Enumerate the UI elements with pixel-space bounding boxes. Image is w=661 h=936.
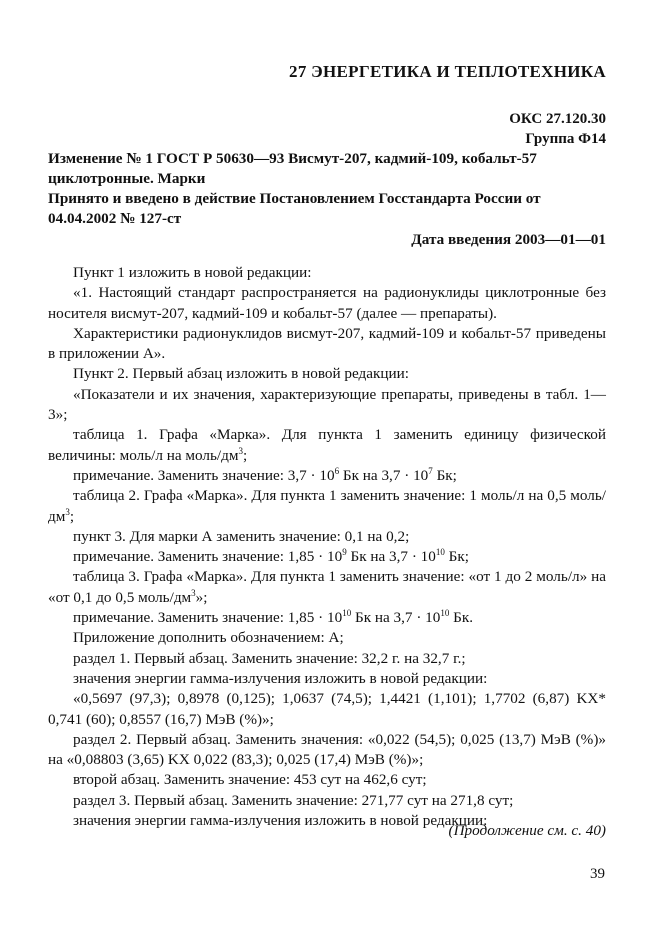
paragraph (48, 466, 606, 486)
paragraph: Пункт 2. Первый абзац изложить в новой редакции: (73, 365, 409, 383)
text-run: примечание. Заменить значение: 3,7 · 10 (73, 466, 335, 484)
superscript: 3 (65, 506, 70, 517)
paragraph (48, 608, 606, 628)
change-title-line: Изменение № 1 ГОСТ Р 50630—93 Висмут-207, кадмий-109, кобальт-57 (48, 150, 537, 167)
text-run: »; (195, 588, 208, 606)
paragraph: значения энергии гамма-излучения изложить в новой редакции: (73, 669, 488, 687)
oks-code: ОКС 27.120.30 (509, 111, 606, 127)
paragraph: раздел 2. Первый абзац. Заменить значения: «0,022 (54,5); 0,025 (13,7) МэВ (%)» на «0,08803 (3,65) KX 0,022 (83,3); 0,025 (17,4) МэВ (%)»; (48, 730, 606, 769)
superscript: 9 (342, 547, 347, 558)
text-run: Бк. (449, 609, 474, 627)
paragraph: значения энергии гамма-излучения изложить в новой редакции: (73, 812, 488, 830)
text-run: Бк на 3,7 · 10 (346, 548, 436, 566)
text-run: Бк; (444, 548, 469, 566)
introduction-date: Дата введения 2003—01—01 (411, 231, 606, 248)
paragraph: Приложение дополнить обозначением: А; (73, 629, 344, 647)
text-run: ; (242, 446, 248, 464)
classification-block (509, 109, 606, 149)
paragraph: раздел 3. Первый абзац. Заменить значение: 271,77 сут на 271,8 сут; (73, 791, 514, 809)
text-run: таблица 1. Графа «Марка». Для пункта 1 заменить единицу физической величины: моль/л на моль/дм (48, 426, 606, 464)
adoption-line: 04.04.2002 № 127-ст (48, 210, 182, 227)
section-heading: 27 ЭНЕРГЕТИКА И ТЕПЛОТЕХНИКА (289, 62, 606, 81)
superscript: 7 (428, 465, 433, 476)
paragraph: раздел 1. Первый абзац. Заменить значение: 32,2 г. на 32,7 г.; (73, 649, 466, 667)
change-title-block (48, 149, 606, 229)
text-run: таблица 3. Графа «Марка». Для пункта 1 заменить значение: «от 1 до 2 моль/л» на «от 0,1 до 0,5 моль/дм (48, 568, 606, 606)
paragraph: второй абзац. Заменить значение: 453 сут на 462,6 сут; (73, 771, 427, 789)
superscript: 10 (342, 608, 352, 619)
change-title-line: циклотронные. Марки (48, 170, 206, 187)
continuation-note: (Продолжение см. с. 40) (448, 822, 606, 839)
paragraph (48, 547, 606, 567)
text-run: Бк на 3,7 · 10 (339, 466, 429, 484)
document-body (48, 263, 606, 831)
text-run: ; (69, 507, 75, 525)
paragraph: пункт 3. Для марки А заменить значение: 0,1 на 0,2; (73, 527, 410, 545)
paragraph: Характеристики радионуклидов висмут-207, кадмий-109 и кобальт-57 приведены в приложении А». (48, 324, 606, 363)
text-run: таблица 2. Графа «Марка». Для пункта 1 заменить значение: 1 моль/л на 0,5 моль/дм (48, 487, 606, 525)
superscript: 3 (191, 587, 196, 598)
text-run: примечание. Заменить значение: 1,85 · 10 (73, 609, 343, 627)
paragraph (48, 486, 606, 527)
adoption-line: Принято и введено в действие Постановлением Госстандарта России от (48, 190, 541, 207)
paragraph (48, 567, 606, 608)
text-run: Бк; (432, 466, 457, 484)
paragraph: «0,5697 (97,3); 0,8978 (0,125); 1,0637 (74,5); 1,4421 (1,101); 1,7702 (6,87) KX* 0,741 (60); 0,8557 (16,7) МэВ (%)»; (48, 690, 606, 728)
page-number: 39 (590, 866, 605, 882)
text-run: Бк на 3,7 · 10 (351, 609, 441, 627)
superscript: 6 (334, 465, 340, 476)
paragraph: «Показатели и их значения, характеризующие препараты, приведены в табл. 1—3»; (48, 385, 606, 424)
paragraph (48, 425, 606, 466)
group-code: Группа Ф14 (525, 131, 606, 147)
superscript: 10 (440, 608, 450, 619)
text-run: примечание. Заменить значение: 1,85 · 10 (73, 548, 343, 566)
superscript: 10 (435, 547, 445, 558)
superscript: 3 (238, 445, 243, 456)
paragraph: «1. Настоящий стандарт распространяется на радионуклиды циклотронные без носителя висмут-207, кадмий-109 и кобальт-57 (далее — препараты). (48, 284, 606, 322)
paragraph: Пункт 1 изложить в новой редакции: (73, 264, 312, 281)
